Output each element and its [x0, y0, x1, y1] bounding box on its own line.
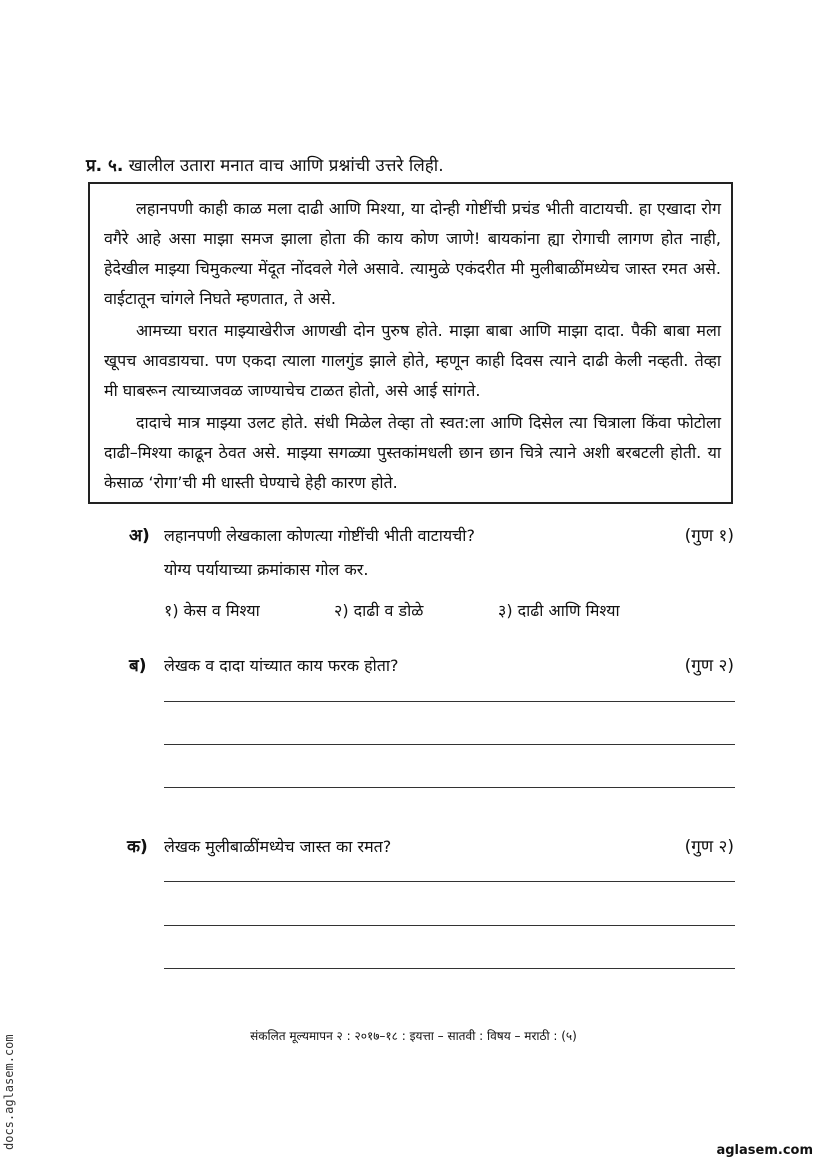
answer-line[interactable] — [164, 744, 735, 745]
question-heading — [86, 153, 444, 176]
subq-a-label: अ) — [129, 526, 150, 546]
subq-k-text: लेखक मुलीबाळींमध्येच जास्त का रमत? — [164, 837, 392, 856]
option-2[interactable]: २) दाढी व डोळे — [334, 601, 424, 620]
subq-b-marks: (गुण २) — [684, 656, 734, 676]
option-3[interactable]: ३) दाढी आणि मिश्या — [498, 601, 620, 620]
question-instruction: खालील उतारा मनात वाच आणि प्रश्नांची उत्तरे लिही. — [128, 156, 444, 176]
subq-k-marks: (गुण २) — [684, 837, 734, 857]
passage-paragraph-3: दादाचे मात्र माझ्या उलट होते. संधी मिळेल तेव्हा तो स्वत:ला आणि दिसेल त्या चित्राला किंवा फोटोला दाढी–मिश्या काढून ठेवत असे. माझ्या सगळ्या पुस्तकांमधली छान छान चित्रे त्याने अशी बरबटली होती. या केसाळ ‘रोगा’ची मी धास्ती घेण्याचे हेही कारण होते. — [104, 413, 721, 492]
answer-line[interactable] — [164, 881, 735, 882]
page-footer: संकलित मूल्यमापन २ : २०१७–१८ : इयत्ता – सातवी : विषय – मराठी : (५) — [250, 1029, 577, 1043]
answer-line[interactable] — [164, 787, 735, 788]
answer-line[interactable] — [164, 701, 735, 702]
subq-a-marks: (गुण १) — [684, 526, 734, 546]
passage-paragraph-2: आमच्या घरात माझ्याखेरीज आणखी दोन पुरुष होते. माझा बाबा आणि माझा दादा. पैकी बाबा मला खूपच आवडायचा. पण एकदा त्याला गालगुंड झाले होते, म्हणून काही दिवस त्याने दाढी केली नव्हती. तेव्हा मी घाबरून त्याच्याजवळ जाण्याचेच टाळत होतो, असे आई सांगते. — [104, 321, 721, 400]
question-number: प्र. ५. — [86, 156, 124, 176]
option-1[interactable]: १) केस व मिश्या — [164, 601, 260, 620]
passage-paragraph-1: लहानपणी काही काळ मला दाढी आणि मिश्या, या दोन्ही गोष्टींची प्रचंड भीती वाटायची. हा एखादा रोग वगैरे आहे असा माझा समज झाला होता की काय कोण जाणे! बायकांना ह्या रोगाची लागण होत नाही, हेदेखील माझ्या चिमुकल्या मेंदूत नोंदवले गेले असावे. त्यामुळे एकंदरीत मी मुलीबाळींमध्येच जास्त रमत असे. वाईटातून चांगले निघते म्हणतात, ते असे. — [104, 199, 721, 308]
answer-line[interactable] — [164, 968, 735, 969]
subq-a-text: लहानपणी लेखकाला कोणत्या गोष्टींची भीती वाटायची? — [164, 526, 475, 545]
subq-b-label: ब) — [129, 656, 147, 676]
side-watermark: docs.aglasem.com — [2, 1034, 16, 1150]
passage-box — [88, 182, 733, 504]
answer-line[interactable] — [164, 925, 735, 926]
subq-a-instruction: योग्य पर्यायाच्या क्रमांकास गोल कर. — [164, 560, 369, 579]
brand-watermark[interactable]: aglasem.com — [716, 1143, 813, 1158]
subq-b-text: लेखक व दादा यांच्यात काय फरक होता? — [164, 656, 399, 675]
subq-k-label: क) — [127, 837, 148, 857]
